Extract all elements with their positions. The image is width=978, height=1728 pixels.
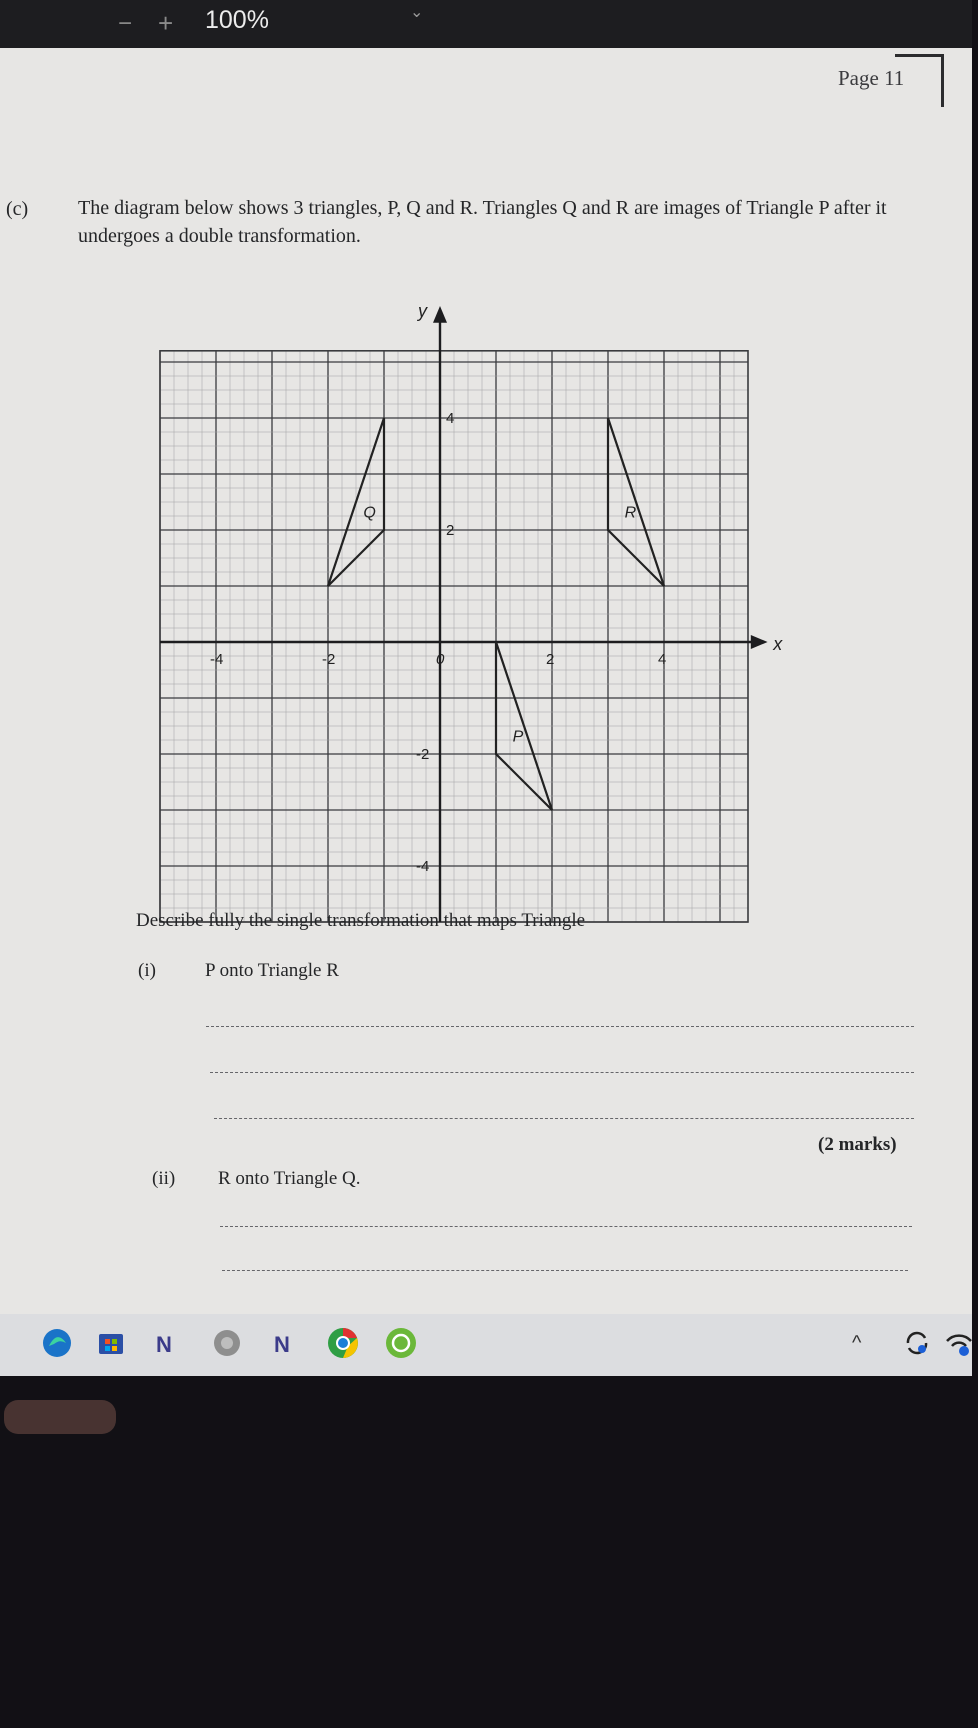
- y-tick-label: -2: [416, 746, 430, 763]
- question-text: The diagram below shows 3 triangles, P, Q and R. Triangles Q and R are images of Triangle P after it undergoes a double transformation.: [78, 197, 887, 247]
- part-ii-text: R onto Triangle Q.: [218, 1168, 361, 1189]
- triangle-label-r: R: [624, 504, 637, 522]
- taskbar: [0, 1314, 972, 1376]
- sync-icon[interactable]: [898, 1324, 936, 1362]
- chrome-icon[interactable]: [324, 1324, 362, 1362]
- x-tick-label: 0: [436, 651, 445, 668]
- store-icon[interactable]: [92, 1324, 130, 1362]
- question-label: (c): [6, 198, 29, 220]
- x-tick-label: -2: [322, 651, 336, 668]
- system-tray-chevron[interactable]: ^: [852, 1332, 862, 1354]
- answer-line: [214, 1118, 914, 1119]
- x-tick-label: 4: [658, 651, 667, 668]
- y-tick-label: 4: [446, 410, 455, 427]
- answer-line: [206, 1026, 914, 1027]
- x-tick-label: 2: [546, 651, 555, 668]
- answer-line: [222, 1270, 908, 1271]
- answer-line: [210, 1072, 914, 1073]
- page-number: Page 11: [838, 66, 905, 90]
- blurred-sticker: [4, 1400, 116, 1434]
- document-page: [0, 48, 972, 1314]
- y-axis-label: y: [418, 301, 427, 322]
- wifi-icon[interactable]: [940, 1324, 978, 1362]
- edge-browser-icon[interactable]: [38, 1324, 76, 1362]
- triangle-label-p: P: [512, 728, 524, 746]
- y-axis-arrow: [433, 306, 447, 323]
- svg-text:N: N: [156, 1332, 172, 1357]
- part-ii-number: (ii): [152, 1168, 176, 1189]
- zoom-level[interactable]: 100%: [205, 6, 269, 34]
- onenote-icon[interactable]: [148, 1324, 186, 1362]
- part-i-number: (i): [138, 960, 156, 981]
- part-i-text: P onto Triangle R: [205, 960, 339, 981]
- whatsapp-icon[interactable]: [382, 1324, 420, 1362]
- describe-prompt: Describe fully the single transformation that maps Triangle: [136, 910, 586, 931]
- x-tick-label: -4: [210, 651, 224, 668]
- marks-label: (2 marks): [818, 1134, 897, 1155]
- x-axis-arrow: [751, 635, 768, 649]
- svg-text:N: N: [274, 1332, 290, 1357]
- y-tick-label: 2: [446, 522, 455, 539]
- zoom-out-button[interactable]: −: [118, 10, 133, 37]
- zoom-in-button[interactable]: +: [158, 8, 174, 38]
- x-axis-label: x: [773, 634, 783, 654]
- coordinate-grid: [150, 256, 783, 936]
- y-tick-label: -4: [416, 858, 430, 875]
- page-corner-mark: [895, 54, 944, 107]
- answer-line: [220, 1226, 912, 1227]
- chevron-down-icon[interactable]: ⌄: [410, 4, 424, 21]
- onenote-icon-2[interactable]: [266, 1324, 304, 1362]
- media-icon[interactable]: [208, 1324, 246, 1362]
- triangle-label-q: Q: [363, 504, 376, 522]
